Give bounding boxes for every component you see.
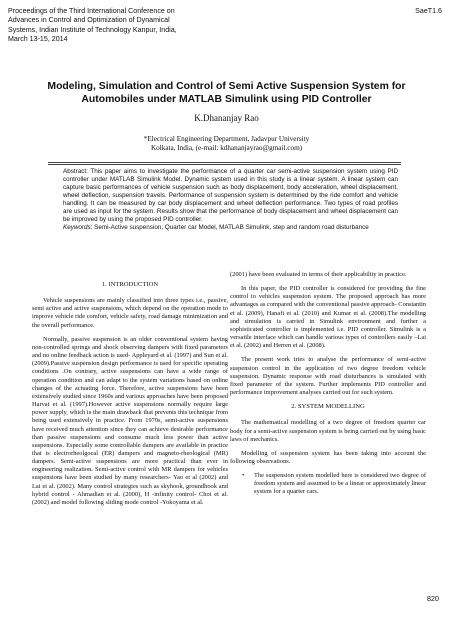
- bullet-icon: •: [242, 472, 245, 480]
- left-column: [32, 277, 228, 513]
- keywords: [63, 224, 398, 232]
- bullet-list: [230, 472, 426, 496]
- title-line: Modeling, Simulation and Control of Semi Active Suspension System for: [47, 81, 406, 92]
- affiliation-line: Kolkata, India, (e-mail: kdhananjayrao@gmail.com): [150, 144, 303, 152]
- author-name: K.Dhananjay Rao: [194, 113, 259, 123]
- proceedings-line: Proceedings of the Third International Conference on: [8, 7, 175, 15]
- proceedings-line: Systems, Indian Institute of Technology Kanpur, India,: [8, 25, 177, 34]
- section-heading: 1. INTRODUCTION: [101, 281, 159, 288]
- section-heading: 2. SYSTEM MODELLING: [291, 403, 365, 411]
- abstract-divider: [48, 162, 401, 165]
- page-number: 820: [426, 594, 439, 603]
- paragraph: (2001) have been evaluated in terms of their applicability in practice.: [230, 271, 407, 278]
- session-code: SaeT1.6: [415, 7, 442, 15]
- paper-title: [40, 80, 413, 107]
- list-item-text: The suspension system modelled here is considered two degree of freedom system and assumed to be a linear or approximately linear system for a quarter cars.: [254, 472, 426, 496]
- paragraph: In this paper, the PID controller is considered for providing the fine control to vehicles suspension system. The proposed approach has more advantages as compared with the conventional passive approach- Constantin et al. (2009), Hanafi et al. (2010) and Kumar et al. (2008).The modelling and simulation is carried in Simulink environment and further a sophisticated controller is implemented i.e. PID controller. Simulink is a versatile interface which can handle various types of controllers easily –Lai et al. (2002) and Herren et al. (2008).: [230, 285, 426, 350]
- paragraph: Vehicle suspensions are mainly classified into three types i.e., passive, semi active and active suspensions, which depend on the operation mode to improve vehicle ride comfort, vehicle safety, road damage minimization and the overall performance.: [32, 297, 228, 329]
- paragraph: The present work tries to analyse the performance of semi-active suspension control in the application of two degree freedom vehicle suspension. Dynamic response with road disturbances is simulated with fixed parameter of the system. Further implements PID controller and performance improvement analyses carried out for such system.: [230, 356, 426, 397]
- list-item: [244, 472, 426, 496]
- paragraph: Modelling of suspension system has been taking into account the following observations.: [230, 449, 426, 465]
- paragraph: Normally, passive suspension is an older conventional system having non-controlled springs and shock observing dampers with fixed parameters and no online feedback action is used- Appleyard et al. (1997) and Sun et al. (2009).Passive suspension design performance is used for specific operating conditions .On contrary, active suspensions can have a wide range of operation condition and can adapt to the system variations based on online changes of the actuating force. Therefore, active suspensions have been extensively studied since 1960s and various approaches have been proposed Harvat et al. (1997).However active suspensions normally require large power supply, which is the main drawback that prevents this technique from being used extensively in practice. From 1970s, semi-active suspensions have received much attention since they can achieve desirable performance than passive suspensions and consume much less power than active suspensions. Especially some controllable dampers are available in practice that is electrorheolgocal (ER) dampers and magneto-rheological (MR) dampers. Semi-active suspensions are more practical than ever in engineering realization. Semi-active control with MR dampers for vehicles suspensions have been studied by many researchers- Yao et al (2002) and Lai et al. (2002). Many control strategies such as skyhook, groundhook and hybrid control - Ahmadian et al. (2000), H -infinity control- Choi et al. (2002) and model following sliding mode control -Yokoyama et al.: [32, 335, 228, 506]
- paragraph: The mathematical modelling of a two degree of freedom quarter car body for a semi-active suspension system is being carried out by using basic laws of mechanics.: [230, 419, 426, 443]
- affiliation-line: *Electrical Engineering Department, Jadavpur University: [143, 135, 310, 143]
- abstract-text: Abstract: This paper aims to investigate the performance of a quarter car semi-active suspension system using PID controller under MATLAB Simulink Model. Dynamic system used in this study is a linear system. A linear system can capture basic performances of vehicle suspension such as body displacement, body acceleration, wheel displacement, wheel deflection, suspension travels. Performance of suspension system is determined by the ride comfort and vehicle handling. It can be measured by car body displacement and wheel deflection performance. Two types of road profiles are used as input for the system. Results show that the performance of body displacement and wheel displacement can be improved by using the proposed PID controller.: [63, 168, 398, 224]
- title-line: Automobiles under MATLAB Simulink using PID Controller: [81, 94, 372, 106]
- abstract-block: [63, 168, 398, 232]
- proceedings-header: [8, 7, 278, 44]
- proceedings-line: March 13-15, 2014: [8, 34, 68, 43]
- keywords-text: Semi-Active suspension, Quarter car Model, MATLAB Simulink, step and random road disturbance: [94, 224, 369, 232]
- affiliation: [0, 135, 453, 153]
- right-column: [230, 271, 426, 497]
- keywords-label: Keywords:: [63, 224, 93, 232]
- proceedings-line: Advances in Control and Optimization of Dynamical: [8, 16, 170, 25]
